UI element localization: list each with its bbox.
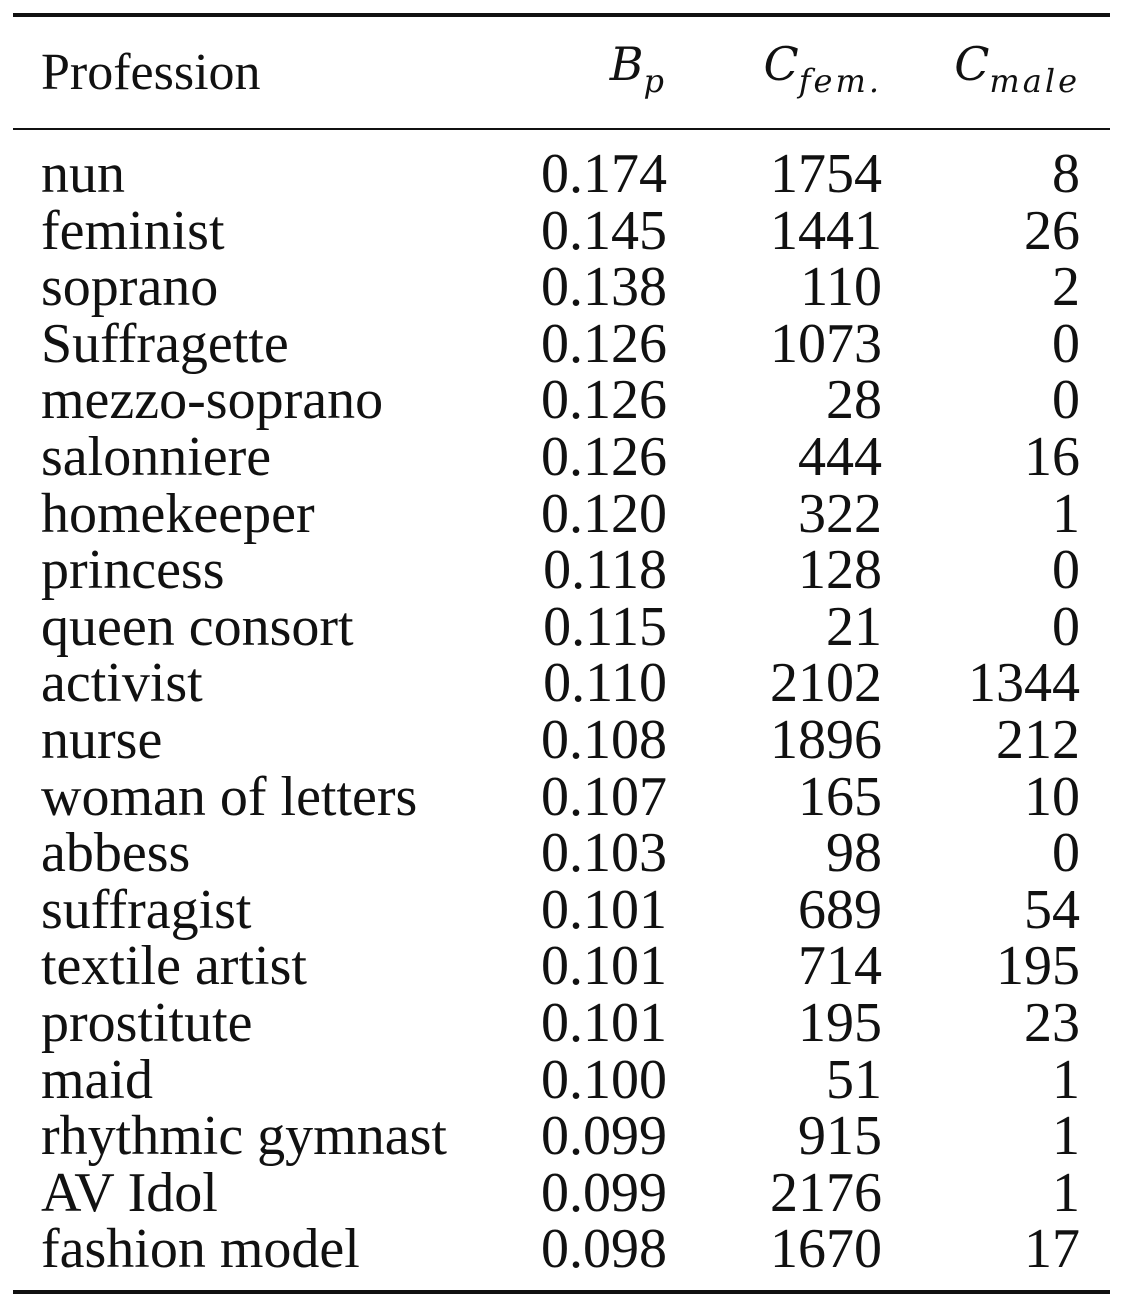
cell-bias: 0.100 — [541, 1048, 667, 1111]
table-row — [13, 1221, 1110, 1278]
cell-bias: 0.101 — [541, 878, 667, 941]
cell-bias: 0.120 — [541, 482, 667, 545]
cell-profession: salonniere — [41, 425, 272, 488]
cell-count-female: 2102 — [770, 652, 882, 715]
cell-bias: 0.118 — [543, 539, 667, 602]
cell-profession: rhythmic gymnast — [41, 1105, 447, 1168]
cell-profession: abbess — [41, 822, 191, 885]
cell-profession: activist — [41, 652, 203, 715]
cell-count-male: 17 — [1024, 1218, 1080, 1281]
cell-count-female: 714 — [798, 935, 882, 998]
cell-profession: suffragist — [41, 878, 252, 941]
table-row — [13, 825, 1110, 882]
cell-count-female: 51 — [826, 1048, 882, 1111]
cell-bias: 0.099 — [541, 1161, 667, 1224]
cell-profession: nurse — [41, 708, 163, 771]
table-row — [13, 372, 1110, 429]
cell-bias: 0.174 — [541, 143, 667, 205]
cell-count-female: 1754 — [770, 143, 882, 205]
cell-count-male: 1 — [1052, 1105, 1080, 1168]
cell-count-male: 1 — [1052, 1048, 1080, 1111]
cell-profession: princess — [41, 539, 225, 602]
cell-profession: soprano — [41, 256, 219, 319]
cell-count-male: 23 — [1024, 991, 1080, 1054]
cell-bias: 0.098 — [541, 1218, 667, 1281]
header-bias-subscript: p — [643, 62, 667, 100]
cell-bias: 0.145 — [541, 199, 667, 262]
table-row — [13, 316, 1110, 373]
cell-bias: 0.126 — [541, 312, 667, 375]
table-row — [13, 1108, 1110, 1165]
cell-count-male: 0 — [1052, 822, 1080, 885]
cell-profession: woman of letters — [41, 765, 418, 828]
cell-profession: mezzo-soprano — [41, 369, 384, 432]
cell-count-female: 1896 — [770, 708, 882, 771]
cell-count-female: 915 — [798, 1105, 882, 1168]
table-row — [13, 203, 1110, 260]
cell-profession: fashion model — [41, 1218, 360, 1281]
cell-count-male: 8 — [1052, 143, 1080, 205]
cell-count-male: 54 — [1024, 878, 1080, 941]
cell-bias: 0.101 — [541, 991, 667, 1054]
cell-count-female: 1073 — [770, 312, 882, 375]
header-cmale-symbol: C — [954, 37, 990, 91]
table-row — [13, 655, 1110, 712]
cell-count-female: 165 — [798, 765, 882, 828]
cell-count-female: 1441 — [770, 199, 882, 262]
cell-count-male: 1344 — [968, 652, 1080, 715]
cell-count-male: 10 — [1024, 765, 1080, 828]
profession-bias-table — [13, 13, 1110, 1294]
table-body — [13, 130, 1110, 1281]
table-row — [13, 882, 1110, 939]
cell-count-male: 212 — [996, 708, 1080, 771]
cell-count-female: 444 — [798, 425, 882, 488]
table-row — [13, 486, 1110, 543]
cell-profession: feminist — [41, 199, 225, 262]
cell-count-male: 0 — [1052, 539, 1080, 602]
cell-profession: queen consort — [41, 595, 354, 658]
cell-profession: textile artist — [41, 935, 307, 998]
cell-count-female: 195 — [798, 991, 882, 1054]
cell-bias: 0.126 — [541, 425, 667, 488]
cell-bias: 0.126 — [541, 369, 667, 432]
table-row — [13, 1052, 1110, 1109]
table-row — [13, 542, 1110, 599]
cell-count-female: 128 — [798, 539, 882, 602]
table-row — [13, 599, 1110, 656]
cell-bias: 0.099 — [541, 1105, 667, 1168]
table-row — [13, 259, 1110, 316]
cell-bias: 0.110 — [543, 652, 667, 715]
cell-count-male: 1 — [1052, 1161, 1080, 1224]
cell-count-male: 0 — [1052, 595, 1080, 658]
cell-count-female: 110 — [800, 256, 882, 319]
cell-bias: 0.107 — [541, 765, 667, 828]
data-table — [13, 17, 1110, 128]
header-count-female — [671, 17, 884, 128]
cell-bias: 0.108 — [541, 708, 667, 771]
header-bias-symbol: B — [609, 37, 644, 91]
table-row — [13, 130, 1110, 203]
table-row — [13, 429, 1110, 486]
header-cfem-symbol: C — [763, 37, 799, 91]
cell-count-male: 195 — [996, 935, 1080, 998]
header-cmale-subscript: male — [989, 62, 1080, 100]
cell-profession: homekeeper — [41, 482, 315, 545]
header-bias — [523, 17, 671, 128]
cell-count-male: 1 — [1052, 482, 1080, 545]
cell-profession: prostitute — [41, 991, 253, 1054]
cell-bias: 0.101 — [541, 935, 667, 998]
cell-count-female: 28 — [826, 369, 882, 432]
cell-count-female: 689 — [798, 878, 882, 941]
cell-count-female: 1670 — [770, 1218, 882, 1281]
cell-profession: nun — [41, 143, 125, 205]
cell-profession: Suffragette — [41, 312, 289, 375]
cell-profession: AV Idol — [41, 1161, 218, 1224]
cell-count-male: 0 — [1052, 312, 1080, 375]
header-row — [13, 17, 1110, 128]
bottom-rule — [13, 1290, 1110, 1294]
cell-count-female: 322 — [798, 482, 882, 545]
header-count-male — [884, 17, 1110, 128]
data-table-body — [13, 130, 1110, 1281]
cell-count-male: 16 — [1024, 425, 1080, 488]
table-row — [13, 1165, 1110, 1222]
cell-count-male: 26 — [1024, 199, 1080, 262]
cell-count-female: 21 — [826, 595, 882, 658]
table-row — [13, 938, 1110, 995]
cell-bias: 0.115 — [543, 595, 667, 658]
cell-profession: maid — [41, 1048, 153, 1111]
table-row — [13, 769, 1110, 826]
table-header — [13, 17, 1110, 128]
cell-count-female: 98 — [826, 822, 882, 885]
cell-count-female: 2176 — [770, 1161, 882, 1224]
table-row — [13, 712, 1110, 769]
header-profession: Profession — [41, 43, 261, 101]
cell-count-male: 0 — [1052, 369, 1080, 432]
cell-count-male: 2 — [1052, 256, 1080, 319]
cell-bias: 0.103 — [541, 822, 667, 885]
cell-bias: 0.138 — [541, 256, 667, 319]
table-row — [13, 995, 1110, 1052]
header-cfem-subscript: fem. — [798, 62, 882, 100]
